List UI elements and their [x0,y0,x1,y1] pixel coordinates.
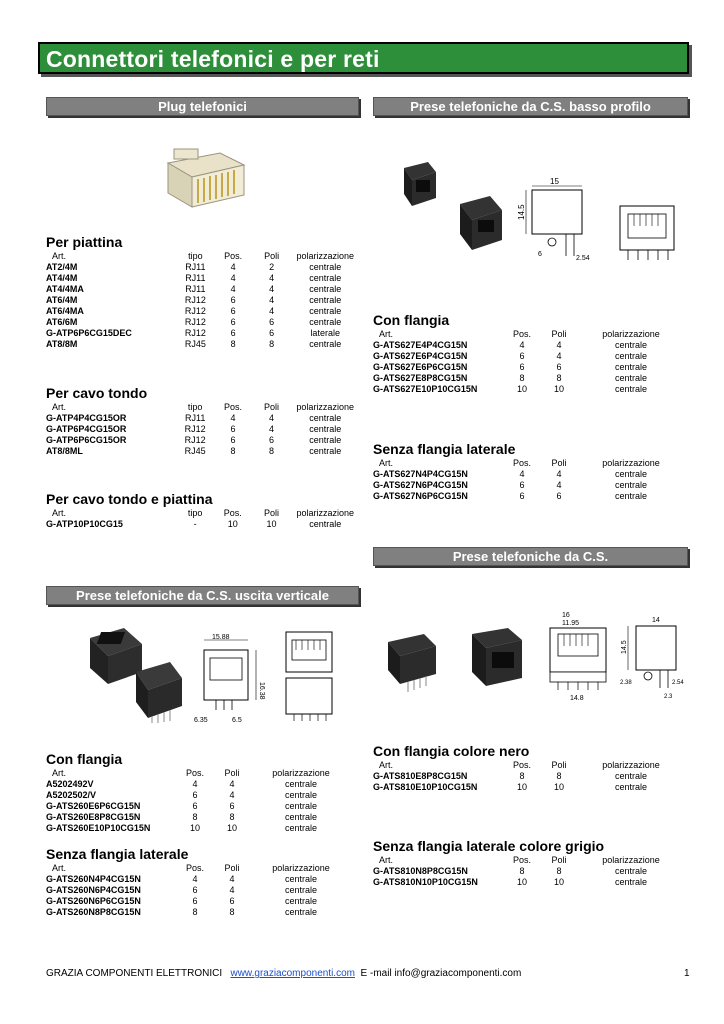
table-cell: 4 [269,284,275,294]
table-cell: 10 [226,823,237,833]
table-con-flangia-verticale [46,768,354,834]
table-header [373,329,683,340]
table-per-cavo-tondo-e-piattina [46,508,354,530]
table-cell: 10 [516,782,527,792]
table-per-cavo-tondo [46,402,354,457]
table-cell: centrale [284,779,318,789]
column-header: Poli [224,768,240,778]
table-cell: 4 [230,284,236,294]
table-row [46,339,354,350]
table-cell: centrale [309,306,342,316]
table-cell: 4 [556,469,562,479]
table-cell: RJ11 [185,273,206,283]
column-header: Pos. [223,402,242,412]
table-cell: 4 [519,469,525,479]
table-header [46,508,354,519]
table-cell: 6 [556,362,562,372]
column-header: Poli [263,508,279,518]
subtitle-per-cavo-tondo: Per cavo tondo [46,385,148,401]
table-cell: centrale [614,782,648,792]
table-row [46,413,354,424]
footer-website-link[interactable]: www.graziacomponenti.com [230,968,355,979]
section-title: Prese telefoniche da C.S. basso profilo [410,99,651,114]
table-cell: 4 [230,262,236,272]
dim-label: 2.54 [672,680,684,686]
table-row [46,823,354,834]
table-row [46,812,354,823]
table-cell: centrale [614,866,648,876]
table-cell: - [193,519,197,529]
table-cell: centrale [284,823,318,833]
table-cell: centrale [284,874,318,884]
column-header: polarizzazione [602,329,660,339]
table-cell: centrale [284,801,318,811]
table-cell: 6 [230,328,236,338]
dim-label: 15 [550,177,559,186]
subtitle-senza-flangia-basso: Senza flangia laterale [373,441,516,457]
table-cell: centrale [614,491,648,501]
table-cell: 6 [192,790,198,800]
page-number: 1 [684,968,690,979]
table-row [46,295,354,306]
table-cell: 6 [519,362,525,372]
section-uscita-verticale [46,586,359,605]
table-cell: 6 [192,896,198,906]
table-cell: 4 [192,874,198,884]
table-cell: RJ11 [185,284,206,294]
table-row [46,262,354,273]
column-header: Pos. [185,768,204,778]
table-cell: centrale [284,907,318,917]
table-con-flangia-basso [373,329,683,395]
table-cell: 4 [230,413,236,423]
table-cell: 6 [229,896,235,906]
table-cell: centrale [309,317,342,327]
column-header: tipo [187,508,203,518]
dim-label: 14 [652,617,660,624]
subtitle-flangia-colore-nero: Con flangia colore nero [373,743,530,759]
table-cell: 4 [556,340,562,350]
table-row [373,340,683,351]
column-header: Art. [379,760,394,770]
table-cell: laterale [310,328,340,338]
table-cell: 8 [230,446,236,456]
table-cell: 8 [229,907,235,917]
table-cell: 4 [556,480,562,490]
column-header: Poli [264,251,280,261]
article-code: G-ATS260N6P4CG15N [46,885,141,895]
table-row [373,491,683,502]
table-cell: centrale [309,273,342,283]
table-cell: 10 [553,877,564,887]
table-cell: 6 [519,480,525,490]
table-header [373,855,683,866]
article-code: G-ATS627E6P6CG15N [373,362,468,372]
table-cell: centrale [309,262,342,272]
table-cell: centrale [309,424,342,434]
low-profile-jack-image [398,158,508,258]
column-header: Art. [52,768,67,778]
table-cell: 4 [229,790,235,800]
column-header: Art. [52,251,67,261]
article-code: G-ATP10P10CG15 [46,519,123,529]
table-cell: 10 [553,384,564,394]
dim-label: 14.5 [517,204,526,220]
dim-label: 11.95 [562,620,579,627]
table-cell: 6 [269,328,275,338]
column-header: Pos. [512,458,531,468]
dim-label: 6.35 [194,717,208,724]
table-cell: 6 [230,295,236,305]
table-cell: centrale [309,446,342,456]
dim-label: 2.3 [664,694,673,700]
table-cell: 6 [192,885,198,895]
table-cell: centrale [309,295,342,305]
table-senza-flangia-verticale [46,863,354,918]
table-cell: 6 [519,491,525,501]
footer-email: E -mail info@graziacomponenti.com [360,968,522,979]
table-cell: 4 [269,306,275,316]
table-header [46,251,354,262]
table-cell: 6 [230,435,236,445]
table-header [373,458,683,469]
footer [46,968,521,979]
column-header: polarizzazione [602,855,660,865]
table-cell: centrale [309,435,342,445]
table-cell: centrale [614,351,648,361]
table-cell: 8 [519,373,525,383]
column-header: Art. [379,458,394,468]
table-cell: centrale [614,384,648,394]
dim-label: 14.8 [570,695,584,702]
column-header: polarizzazione [272,768,330,778]
table-cell: 10 [553,782,564,792]
article-code: A5202492V [46,779,94,789]
article-code: A5202502/V [46,790,97,800]
article-code: G-ATS627E6P4CG15N [373,351,468,361]
column-header: Poli [551,329,567,339]
table-cell: 8 [269,446,275,456]
table-row [46,790,354,801]
table-cell: 4 [229,885,235,895]
column-header: polarizzazione [296,402,354,412]
table-cell: 8 [230,339,236,349]
table-cell: 10 [516,877,527,887]
column-header: Art. [379,855,394,865]
table-row [373,469,683,480]
table-row [46,874,354,885]
article-code: G-ATS627E4P4CG15N [373,340,468,350]
footer-company: GRAZIA COMPONENTI ELETTRONICI [46,968,223,979]
column-header: tipo [187,402,203,412]
dim-label: 2.38 [620,680,632,686]
column-header: Poli [264,402,280,412]
table-row [46,317,354,328]
table-cell: 6 [230,424,236,434]
dim-label: 6 [538,251,542,258]
low-profile-jack-drawing [518,176,608,266]
column-header: tipo [188,251,203,261]
table-row [373,384,683,395]
table-row [46,779,354,790]
table-cell: centrale [309,519,342,529]
page-title: Connettori telefonici e per reti [46,46,380,72]
table-cell: 8 [519,866,525,876]
table-cell: 2 [269,262,275,272]
column-header: polarizzazione [602,458,660,468]
article-code: G-ATS260E10P10CG15N [46,823,151,833]
table-cell: 10 [516,384,527,394]
dim-label: 16 [562,612,570,619]
table-row [46,801,354,812]
subtitle-con-flangia-basso: Con flangia [373,312,450,328]
article-code: G-ATS260E6P6CG15N [46,801,141,811]
dim-label: 2.54 [576,255,590,262]
table-cell: 10 [227,519,238,529]
table-row [46,896,354,907]
column-header: Pos. [512,329,531,339]
section-basso-profilo [373,97,688,116]
table-row [373,877,683,888]
article-code: AT6/6M [46,317,78,327]
column-header: polarizzazione [296,508,354,518]
column-header: Art. [379,329,394,339]
table-cell: 4 [229,779,235,789]
table-row [373,480,683,491]
article-code: G-ATS260E8P8CG15N [46,812,141,822]
table-cell: centrale [284,812,318,822]
table-row [46,306,354,317]
column-header: Poli [551,855,567,865]
table-cell: centrale [614,771,648,781]
column-header: Art. [52,402,67,412]
table-cell: RJ11 [185,413,206,423]
table-row [46,435,354,446]
table-row [46,446,354,457]
vertical-jack-front-drawing [280,628,340,723]
table-cell: 8 [556,373,562,383]
article-code: G-ATS260N8P8CG15N [46,907,141,917]
column-header: Pos. [223,508,242,518]
article-code: G-ATS260N4P4CG15N [46,874,141,884]
table-cell: centrale [284,790,318,800]
column-header: Pos. [224,251,243,261]
table-cell: centrale [614,340,648,350]
table-row [373,362,683,373]
table-cell: 8 [556,771,562,781]
article-code: AT8/8M [46,339,78,349]
plug-image [160,145,250,215]
cs-jack-image [384,628,534,704]
table-cell: 8 [192,907,198,917]
column-header: polarizzazione [272,863,330,873]
section-title: Prese telefoniche da C.S. [452,549,609,564]
table-per-piattina [46,251,354,350]
subtitle-per-cavo-tondo-e-piattina: Per cavo tondo e piattina [46,491,213,507]
table-row [373,782,683,793]
table-cell: centrale [614,362,648,372]
dim-label: 16.38 [258,682,265,700]
section-plug-telefonici [46,97,359,116]
table-cell: centrale [309,284,342,294]
column-header: Poli [551,760,567,770]
table-cell: 4 [269,413,275,423]
subtitle-con-flangia-verticale: Con flangia [46,751,123,767]
table-cell: RJ12 [184,306,206,316]
table-cell: 6 [269,435,275,445]
table-cell: RJ12 [184,295,206,305]
table-header [46,768,354,779]
table-row [373,351,683,362]
table-cell: centrale [309,413,342,423]
article-code: G-ATP6P6CG15DEC [46,328,132,338]
column-header: Pos. [512,855,531,865]
column-header: polarizzazione [296,251,354,261]
table-row [46,273,354,284]
article-code: AT6/4MA [46,306,84,316]
table-cell: 8 [229,812,235,822]
article-code: G-ATS627N4P4CG15N [373,469,468,479]
table-cell: 6 [230,306,236,316]
table-cell: 4 [230,273,236,283]
table-cell: 8 [269,339,275,349]
table-cell: 6 [519,351,525,361]
column-header: Poli [551,458,567,468]
table-cell: RJ12 [184,328,206,338]
dim-label: 6.5 [232,717,242,724]
page-title-bar [38,42,689,74]
table-cell: centrale [309,339,342,349]
subtitle-flangia-colore-grigio: Senza flangia laterale colore grigio [373,838,605,854]
table-cell: 10 [189,823,200,833]
column-header: Art. [52,508,67,518]
table-cell: 4 [269,424,275,434]
dim-label: 15.88 [212,634,230,641]
table-cell: centrale [614,480,648,490]
column-header: Art. [52,863,67,873]
table-cell: 6 [229,801,235,811]
low-profile-jack-front-drawing [616,200,680,262]
table-cell: RJ12 [184,435,206,445]
cs-jack-side-drawing [620,612,686,702]
article-code: G-ATS810N8P8CG15N [373,866,468,876]
dim-label: 14.5 [621,640,628,654]
article-code: G-ATP6P4CG15OR [46,424,127,434]
column-header: Poli [224,863,240,873]
table-cell: 10 [266,519,277,529]
section-title: Prese telefoniche da C.S. uscita verticale [76,588,329,603]
table-cell: 4 [229,874,235,884]
table-row [46,885,354,896]
table-header [46,863,354,874]
subtitle-per-piattina: Per piattina [46,234,123,250]
section-title: Plug telefonici [158,99,247,114]
article-code: AT6/4M [46,295,78,305]
article-code: G-ATS810E10P10CG15N [373,782,478,792]
column-header: Pos. [512,760,531,770]
article-code: G-ATP6P6CG15OR [46,435,127,445]
article-code: G-ATP4P4CG15OR [46,413,127,423]
cs-jack-drawing [540,610,620,702]
article-code: AT4/4MA [46,284,84,294]
table-cell: 4 [269,273,275,283]
table-cell: 6 [230,317,236,327]
article-code: AT8/8ML [46,446,83,456]
table-row [373,866,683,877]
table-header [46,402,354,413]
table-cell: 4 [556,351,562,361]
article-code: G-ATS627E10P10CG15N [373,384,478,394]
table-cell: centrale [614,469,648,479]
table-row [373,771,683,782]
table-cell: centrale [284,896,318,906]
table-cell: 4 [192,779,198,789]
article-code: G-ATS810N10P10CG15N [373,877,478,887]
table-cell: RJ11 [185,262,206,272]
table-cell: 4 [269,295,275,305]
article-code: G-ATS810E8P8CG15N [373,771,468,781]
article-code: G-ATS627N6P6CG15N [373,491,468,501]
article-code: G-ATS627N6P4CG15N [373,480,468,490]
table-cell: RJ45 [184,446,206,456]
table-row [46,424,354,435]
table-cell: 4 [519,340,525,350]
table-cell: 6 [269,317,275,327]
table-cell: 8 [519,771,525,781]
table-cell: centrale [614,877,648,887]
table-cell: RJ12 [184,424,206,434]
column-header: Pos. [185,863,204,873]
table-flangia-colore-grigio [373,855,683,888]
table-cell: centrale [614,373,648,383]
table-cell: centrale [284,885,318,895]
table-cell: 6 [192,801,198,811]
table-row [46,284,354,295]
vertical-jack-image [80,624,185,724]
table-cell: RJ45 [184,339,206,349]
table-row [373,373,683,384]
table-flangia-colore-nero [373,760,683,793]
table-header [373,760,683,771]
subtitle-senza-flangia-verticale: Senza flangia laterale [46,846,189,862]
article-code: G-ATS260N6P6CG15N [46,896,141,906]
table-cell: 8 [192,812,198,822]
vertical-jack-drawing [190,630,270,725]
article-code: G-ATS627E8P8CG15N [373,373,468,383]
table-row [46,519,354,530]
table-cell: 8 [556,866,562,876]
table-row [46,907,354,918]
column-header: polarizzazione [602,760,660,770]
table-senza-flangia-basso [373,458,683,502]
section-prese-cs [373,547,688,566]
article-code: AT4/4M [46,273,78,283]
article-code: AT2/4M [46,262,78,272]
table-row [46,328,354,339]
table-cell: RJ12 [184,317,206,327]
table-cell: 6 [556,491,562,501]
